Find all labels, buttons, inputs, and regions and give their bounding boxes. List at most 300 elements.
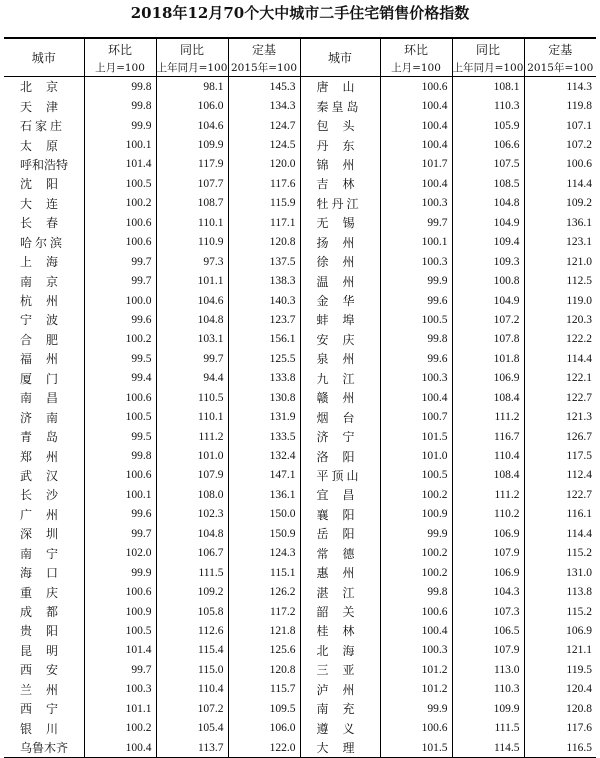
base-index: 120.4 — [524, 680, 596, 699]
yoy-index: 111.2 — [156, 427, 228, 446]
yoy-header-right: 同比 — [452, 38, 524, 59]
price-index-table — [4, 37, 596, 758]
table-row — [4, 135, 596, 154]
base-index: 114.4 — [524, 174, 596, 193]
yoy-index: 98.1 — [156, 77, 228, 97]
table-row — [4, 233, 596, 252]
mom-subheader-right: 上月=100 — [380, 59, 452, 77]
city-name: 南充 — [300, 699, 380, 718]
base-index: 134.3 — [228, 96, 300, 115]
yoy-index: 112.6 — [156, 621, 228, 640]
mom-index: 100.2 — [84, 330, 156, 349]
city-name: 沈阳 — [20, 177, 73, 192]
mom-index: 99.9 — [84, 563, 156, 582]
mom-index: 100.2 — [380, 485, 452, 504]
mom-index: 100.5 — [84, 621, 156, 640]
yoy-index: 104.8 — [156, 524, 228, 543]
base-index: 124.3 — [228, 544, 300, 563]
base-index: 147.1 — [228, 466, 300, 485]
mom-index: 100.9 — [380, 505, 452, 524]
city-name: 银川 — [20, 721, 73, 736]
mom-index: 100.4 — [380, 621, 452, 640]
table-row — [4, 680, 596, 699]
yoy-index: 106.9 — [452, 524, 524, 543]
base-index: 122.1 — [524, 369, 596, 388]
mom-index: 100.4 — [380, 96, 452, 115]
yoy-index: 111.2 — [452, 407, 524, 426]
base-index: 126.2 — [228, 582, 300, 601]
city-name: 岳阳 — [300, 524, 380, 543]
base-index: 126.7 — [524, 427, 596, 446]
city-name: 丹东 — [300, 135, 380, 154]
yoy-header-left: 同比 — [156, 38, 228, 59]
mom-index: 101.4 — [84, 641, 156, 660]
yoy-index: 110.4 — [156, 680, 228, 699]
base-index: 119.8 — [524, 96, 596, 115]
yoy-index: 110.1 — [156, 407, 228, 426]
yoy-index: 105.4 — [156, 718, 228, 737]
mom-index: 99.8 — [84, 446, 156, 465]
city-name: 平顶山 — [300, 466, 380, 485]
base-index: 140.3 — [228, 291, 300, 310]
city-name: 金华 — [300, 291, 380, 310]
base-index: 122.2 — [524, 330, 596, 349]
yoy-index: 109.3 — [452, 252, 524, 271]
yoy-index: 104.8 — [452, 194, 524, 213]
page-title: 2018年12月70个大中城市二手住宅销售价格指数 — [130, 4, 470, 22]
base-index: 107.1 — [524, 116, 596, 135]
mom-index: 101.7 — [380, 155, 452, 174]
city-name: 吉林 — [300, 174, 380, 193]
table-row — [4, 699, 596, 718]
yoy-index: 107.7 — [156, 174, 228, 193]
mom-index: 100.5 — [380, 466, 452, 485]
yoy-index: 105.9 — [452, 116, 524, 135]
base-index: 150.9 — [228, 524, 300, 543]
base-index: 115.2 — [524, 544, 596, 563]
base-index: 120.3 — [524, 310, 596, 329]
mom-index: 100.6 — [380, 602, 452, 621]
yoy-subheader-left: 上年同月=100 — [156, 59, 228, 77]
mom-index: 99.8 — [380, 330, 452, 349]
mom-header-right: 环比 — [380, 38, 452, 59]
city-name: 蚌埠 — [300, 310, 380, 329]
yoy-index: 110.9 — [156, 233, 228, 252]
city-name: 湛江 — [300, 582, 380, 601]
base-index: 113.8 — [524, 582, 596, 601]
base-index: 106.9 — [524, 621, 596, 640]
base-index: 150.0 — [228, 505, 300, 524]
mom-index: 101.4 — [84, 155, 156, 174]
mom-index: 100.2 — [380, 563, 452, 582]
city-name: 烟台 — [300, 407, 380, 426]
city-name: 南京 — [20, 274, 73, 289]
mom-index: 99.6 — [380, 291, 452, 310]
base-index: 122.0 — [228, 738, 300, 758]
yoy-index: 109.9 — [452, 699, 524, 718]
city-name: 南宁 — [20, 546, 73, 561]
city-name: 长春 — [20, 216, 73, 231]
city-name: 昆明 — [20, 643, 73, 658]
mom-index: 99.6 — [84, 505, 156, 524]
yoy-index: 97.3 — [156, 252, 228, 271]
table-row — [4, 582, 596, 601]
mom-index: 100.6 — [84, 213, 156, 232]
base-index: 121.8 — [228, 621, 300, 640]
city-name: 贵阳 — [20, 624, 73, 639]
table-row — [4, 194, 596, 213]
city-name: 太原 — [20, 138, 73, 153]
city-name: 乌鲁木齐 — [4, 738, 84, 758]
table-row — [4, 544, 596, 563]
yoy-index: 107.5 — [452, 155, 524, 174]
base-header-right: 定基 — [524, 38, 596, 59]
city-name: 郑州 — [20, 449, 73, 464]
base-index: 114.4 — [524, 349, 596, 368]
table-row — [4, 271, 596, 290]
yoy-index: 107.3 — [452, 602, 524, 621]
mom-index: 99.9 — [380, 524, 452, 543]
yoy-index: 100.8 — [452, 271, 524, 290]
mom-index: 100.4 — [84, 738, 156, 758]
table-row — [4, 718, 596, 737]
base-index: 117.1 — [228, 213, 300, 232]
city-name: 赣州 — [300, 388, 380, 407]
base-index: 133.8 — [228, 369, 300, 388]
mom-index: 100.5 — [380, 310, 452, 329]
city-name: 济宁 — [300, 427, 380, 446]
mom-index: 99.4 — [84, 369, 156, 388]
yoy-index: 105.8 — [156, 602, 228, 621]
mom-index: 100.5 — [84, 407, 156, 426]
yoy-index: 110.1 — [156, 213, 228, 232]
base-index: 117.5 — [524, 446, 596, 465]
base-index: 119.0 — [524, 291, 596, 310]
base-subheader-right: 2015年=100 — [524, 59, 596, 77]
base-index: 119.5 — [524, 660, 596, 679]
yoy-index: 107.2 — [156, 699, 228, 718]
base-index: 115.1 — [228, 563, 300, 582]
table-row — [4, 155, 596, 174]
table-row — [4, 485, 596, 504]
city-header-left: 城市 — [4, 38, 84, 77]
yoy-index: 104.9 — [452, 213, 524, 232]
yoy-index: 108.4 — [452, 388, 524, 407]
yoy-index: 110.5 — [156, 388, 228, 407]
base-index: 120.8 — [228, 233, 300, 252]
mom-index: 99.8 — [84, 96, 156, 115]
city-name: 温州 — [300, 271, 380, 290]
mom-index: 100.4 — [380, 135, 452, 154]
base-index: 120.8 — [524, 699, 596, 718]
table-row — [4, 641, 596, 660]
base-subheader-left: 2015年=100 — [228, 59, 300, 77]
city-name: 青岛 — [20, 430, 73, 445]
city-name: 武汉 — [20, 468, 73, 483]
city-name: 牡丹江 — [300, 194, 380, 213]
base-index: 112.4 — [524, 466, 596, 485]
mom-index: 100.1 — [84, 135, 156, 154]
table-row — [4, 174, 596, 193]
mom-index: 100.6 — [380, 77, 452, 97]
yoy-index: 109.4 — [452, 233, 524, 252]
base-index: 120.8 — [228, 660, 300, 679]
yoy-index: 103.1 — [156, 330, 228, 349]
base-index: 133.5 — [228, 427, 300, 446]
table-row — [4, 388, 596, 407]
mom-index: 99.9 — [84, 116, 156, 135]
table-row — [4, 310, 596, 329]
yoy-index: 106.9 — [452, 563, 524, 582]
base-index: 114.3 — [524, 77, 596, 97]
city-name: 洛阳 — [300, 446, 380, 465]
city-name: 重庆 — [20, 585, 73, 600]
mom-index: 100.3 — [380, 252, 452, 271]
city-name: 秦皇岛 — [300, 96, 380, 115]
city-name: 西宁 — [20, 702, 73, 717]
mom-index: 100.3 — [380, 641, 452, 660]
yoy-index: 110.3 — [452, 680, 524, 699]
mom-index: 99.7 — [84, 252, 156, 271]
yoy-index: 111.5 — [452, 718, 524, 737]
mom-index: 101.0 — [380, 446, 452, 465]
yoy-index: 115.0 — [156, 660, 228, 679]
base-index: 106.0 — [228, 718, 300, 737]
table-row — [4, 116, 596, 135]
city-name: 天津 — [20, 99, 73, 114]
base-index: 125.6 — [228, 641, 300, 660]
base-index: 138.3 — [228, 271, 300, 290]
base-index: 117.2 — [228, 602, 300, 621]
mom-index: 99.6 — [84, 310, 156, 329]
city-name: 西安 — [20, 663, 73, 678]
yoy-index: 113.7 — [156, 738, 228, 758]
mom-index: 99.6 — [380, 349, 452, 368]
yoy-index: 116.7 — [452, 427, 524, 446]
yoy-subheader-right: 上年同月=100 — [452, 59, 524, 77]
yoy-index: 108.5 — [452, 174, 524, 193]
mom-index: 101.5 — [380, 738, 452, 758]
table-row — [4, 330, 596, 349]
city-name: 上海 — [20, 255, 73, 270]
table-row — [4, 427, 596, 446]
mom-index: 100.2 — [84, 194, 156, 213]
mom-index: 100.4 — [380, 174, 452, 193]
base-index: 156.1 — [228, 330, 300, 349]
mom-index: 100.6 — [84, 388, 156, 407]
yoy-index: 109.2 — [156, 582, 228, 601]
yoy-index: 106.5 — [452, 621, 524, 640]
yoy-index: 108.0 — [156, 485, 228, 504]
city-name: 南昌 — [20, 391, 73, 406]
base-index: 136.1 — [524, 213, 596, 232]
city-name: 锦州 — [300, 155, 380, 174]
city-name: 福州 — [20, 352, 73, 367]
mom-index: 101.2 — [380, 680, 452, 699]
yoy-index: 106.0 — [156, 96, 228, 115]
base-index: 107.2 — [524, 135, 596, 154]
mom-subheader-left: 上月=100 — [84, 59, 156, 77]
city-name: 泸州 — [300, 680, 380, 699]
city-name: 常德 — [300, 544, 380, 563]
mom-index: 101.2 — [380, 660, 452, 679]
yoy-index: 106.9 — [452, 369, 524, 388]
yoy-index: 117.9 — [156, 155, 228, 174]
city-name: 北京 — [20, 80, 73, 95]
base-index: 137.5 — [228, 252, 300, 271]
yoy-index: 110.3 — [452, 96, 524, 115]
base-index: 117.6 — [524, 718, 596, 737]
mom-index: 99.5 — [84, 349, 156, 368]
base-index: 116.5 — [524, 738, 596, 758]
base-index: 130.8 — [228, 388, 300, 407]
yoy-index: 108.4 — [452, 466, 524, 485]
mom-index: 100.6 — [84, 582, 156, 601]
city-name: 海口 — [20, 566, 73, 581]
yoy-index: 101.8 — [452, 349, 524, 368]
yoy-index: 104.6 — [156, 116, 228, 135]
yoy-index: 104.9 — [452, 291, 524, 310]
mom-index: 101.1 — [84, 699, 156, 718]
mom-index: 99.9 — [380, 271, 452, 290]
city-name: 大连 — [20, 196, 73, 211]
mom-index: 100.9 — [84, 602, 156, 621]
yoy-index: 104.8 — [156, 310, 228, 329]
mom-header-left: 环比 — [84, 38, 156, 59]
yoy-index: 108.7 — [156, 194, 228, 213]
table-row — [4, 524, 596, 543]
yoy-index: 114.5 — [452, 738, 524, 758]
yoy-index: 111.5 — [156, 563, 228, 582]
yoy-index: 110.4 — [452, 446, 524, 465]
city-name: 遵义 — [300, 718, 380, 737]
base-index: 124.5 — [228, 135, 300, 154]
table-row — [4, 505, 596, 524]
city-name: 长沙 — [20, 488, 73, 503]
base-index: 115.2 — [524, 602, 596, 621]
mom-index: 101.5 — [380, 427, 452, 446]
yoy-index: 113.0 — [452, 660, 524, 679]
table-row — [4, 660, 596, 679]
base-index: 132.4 — [228, 446, 300, 465]
city-name: 呼和浩特 — [20, 157, 69, 172]
yoy-index: 94.4 — [156, 369, 228, 388]
base-index: 121.0 — [524, 252, 596, 271]
base-index: 109.2 — [524, 194, 596, 213]
mom-index: 99.7 — [380, 213, 452, 232]
base-index: 100.6 — [524, 155, 596, 174]
base-index: 122.7 — [524, 388, 596, 407]
yoy-index: 115.4 — [156, 641, 228, 660]
base-index: 121.3 — [524, 407, 596, 426]
yoy-index: 107.8 — [452, 330, 524, 349]
base-index: 131.0 — [524, 563, 596, 582]
table-row — [4, 602, 596, 621]
yoy-index: 107.9 — [156, 466, 228, 485]
base-index: 109.5 — [228, 699, 300, 718]
mom-index: 99.5 — [84, 427, 156, 446]
city-name: 扬州 — [300, 233, 380, 252]
city-name: 九江 — [300, 369, 380, 388]
table-row — [4, 621, 596, 640]
base-index: 123.1 — [524, 233, 596, 252]
mom-index: 102.0 — [84, 544, 156, 563]
city-name: 襄阳 — [300, 505, 380, 524]
city-name: 包头 — [300, 116, 380, 135]
city-name: 北海 — [300, 641, 380, 660]
yoy-index: 107.9 — [452, 544, 524, 563]
mom-index: 100.6 — [84, 233, 156, 252]
table-row — [4, 291, 596, 310]
city-name: 宜昌 — [300, 485, 380, 504]
table-row — [4, 96, 596, 115]
table-row — [4, 563, 596, 582]
mom-index: 100.2 — [84, 718, 156, 737]
base-index: 123.7 — [228, 310, 300, 329]
yoy-index: 107.9 — [452, 641, 524, 660]
base-index: 125.5 — [228, 349, 300, 368]
mom-index: 99.9 — [380, 699, 452, 718]
mom-index: 100.7 — [380, 407, 452, 426]
mom-index: 99.8 — [380, 582, 452, 601]
yoy-index: 110.2 — [452, 505, 524, 524]
yoy-index: 104.6 — [156, 291, 228, 310]
yoy-index: 106.6 — [452, 135, 524, 154]
base-index: 112.5 — [524, 271, 596, 290]
base-index: 136.1 — [228, 485, 300, 504]
city-name: 成都 — [20, 605, 73, 620]
city-name: 桂林 — [300, 621, 380, 640]
table-row — [4, 446, 596, 465]
city-name: 杭州 — [20, 294, 73, 309]
mom-index: 99.7 — [84, 660, 156, 679]
mom-index: 100.1 — [380, 233, 452, 252]
table-row — [4, 252, 596, 271]
base-index: 120.0 — [228, 155, 300, 174]
mom-index: 99.8 — [84, 77, 156, 97]
base-index: 124.7 — [228, 116, 300, 135]
table-row — [4, 738, 596, 758]
city-name: 合肥 — [20, 332, 73, 347]
city-name: 惠州 — [300, 563, 380, 582]
city-name: 泉州 — [300, 349, 380, 368]
city-name: 徐州 — [300, 252, 380, 271]
city-name: 安庆 — [300, 330, 380, 349]
table-row — [4, 369, 596, 388]
table-row — [4, 213, 596, 232]
base-index: 115.7 — [228, 680, 300, 699]
city-name: 石家庄 — [20, 119, 66, 134]
mom-index: 99.7 — [84, 271, 156, 290]
table-row — [4, 466, 596, 485]
city-name: 厦门 — [20, 371, 73, 386]
city-name: 哈尔滨 — [20, 235, 66, 250]
base-index: 114.4 — [524, 524, 596, 543]
base-index: 131.9 — [228, 407, 300, 426]
mom-index: 100.4 — [380, 116, 452, 135]
mom-index: 99.7 — [84, 524, 156, 543]
city-name: 三亚 — [300, 660, 380, 679]
yoy-index: 111.2 — [452, 485, 524, 504]
table-row — [4, 349, 596, 368]
city-name: 宁波 — [20, 313, 73, 328]
table-row — [4, 407, 596, 426]
yoy-index: 101.0 — [156, 446, 228, 465]
mom-index: 100.2 — [380, 544, 452, 563]
base-index: 117.6 — [228, 174, 300, 193]
city-header-right: 城市 — [300, 38, 380, 77]
base-index: 121.1 — [524, 641, 596, 660]
